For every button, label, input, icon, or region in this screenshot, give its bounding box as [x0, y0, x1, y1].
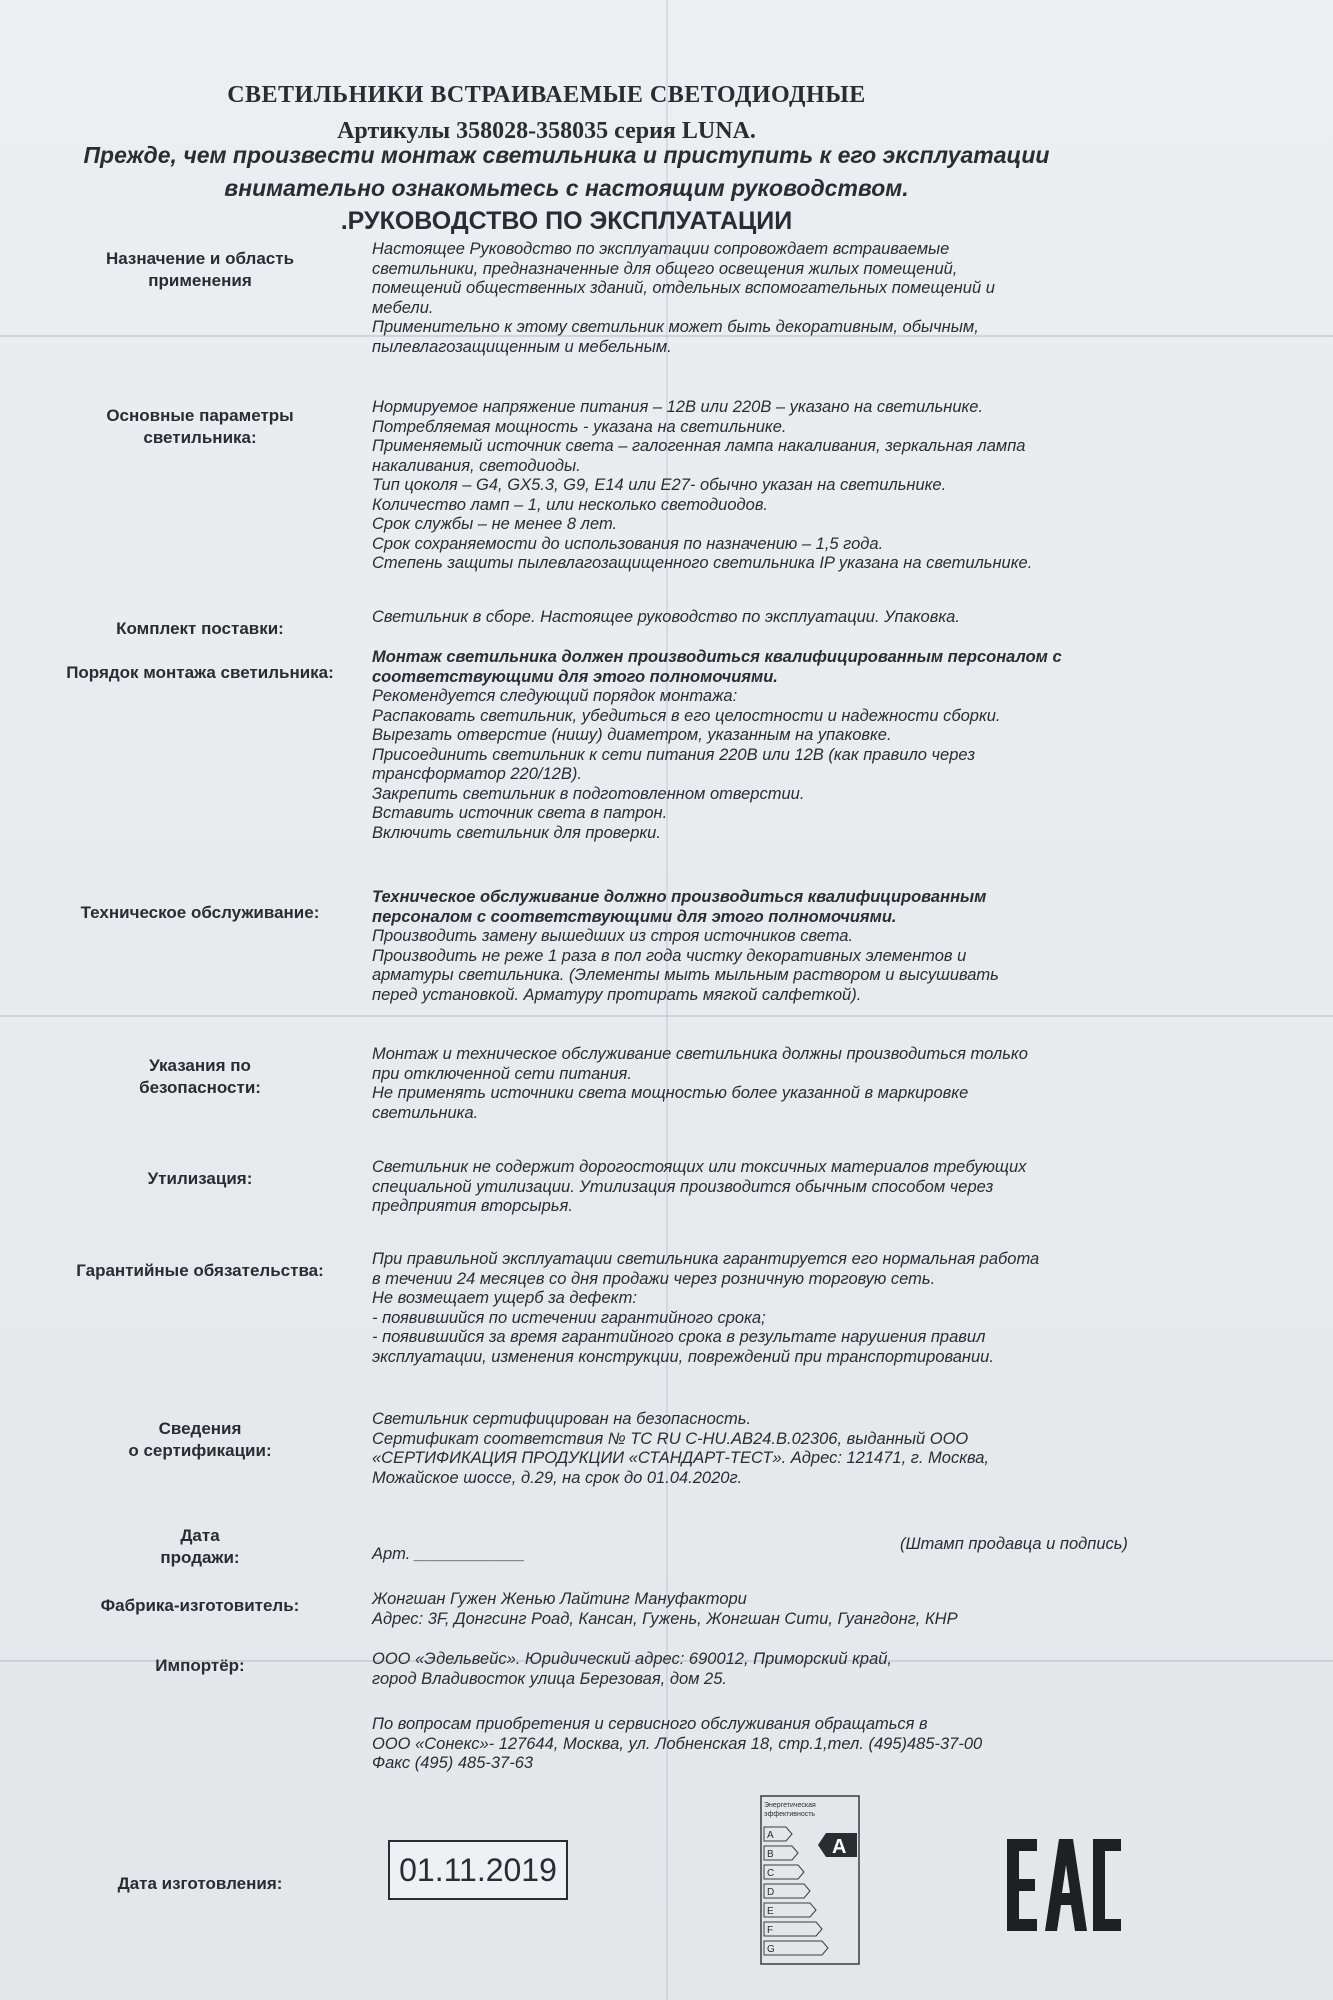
text-line: перед установкой. Арматуру протирать мягкой салфеткой).	[372, 985, 862, 1004]
title-articles: Артикулы 358028-358035 серия LUNA.	[337, 118, 756, 144]
label-disposal	[40, 1168, 360, 1190]
text-line: Применительно к этому светильник может быть декоративным, обычным,	[372, 318, 979, 336]
label-line: о сертификации:	[128, 1441, 272, 1460]
text-line: Срок службы – не менее 8 лет.	[372, 515, 618, 533]
text-params	[372, 398, 1152, 574]
text-line: Нормируемое напряжение питания – 12В или 220В – указано на светильнике.	[372, 398, 984, 416]
text-line-bold: Техническое обслуживание должно производиться квалифицированным	[372, 888, 987, 906]
label-sale-date	[40, 1525, 360, 1569]
text-line: светильника.	[372, 1103, 479, 1122]
label-kit	[40, 618, 360, 640]
energy-scale-letter: B	[767, 1849, 774, 1860]
label-line: Фабрика-изготовитель:	[100, 1596, 300, 1615]
label-purpose	[40, 248, 360, 292]
text-line: Распаковать светильник, убедиться в его целостности и надежности сборки.	[372, 706, 1001, 725]
text-line: - появившийся за время гарантийного срока в результате нарушения правил	[372, 1328, 986, 1346]
text-manufacturer	[372, 1590, 1152, 1629]
label-params	[40, 405, 360, 449]
eac-mark-icon	[1005, 1835, 1123, 1935]
text-line: Включить светильник для проверки.	[372, 823, 661, 842]
text-service	[372, 1715, 1152, 1774]
label-line: Указания по	[149, 1056, 251, 1075]
text-line: Производить не реже 1 раза в пол года чистку декоративных элементов и	[372, 946, 967, 965]
manual-title: .РУКОВОДСТВО ПО ЭКСПЛУАТАЦИИ	[340, 207, 793, 235]
text-line: Применяемый источник света – галогенная лампа накаливания, зеркальная лампа	[372, 437, 1026, 455]
title-product: СВЕТИЛЬНИКИ ВСТРАИВАЕМЫЕ СВЕТОДИОДНЫЕ	[227, 82, 866, 108]
energy-scale-letter: E	[767, 1906, 774, 1917]
text-line: Степень защиты пылевлагозащищенного светильника IP указана на светильнике.	[372, 554, 1033, 572]
text-safety	[372, 1045, 1152, 1123]
label-line: Сведения	[158, 1419, 242, 1438]
label-line: применения	[148, 271, 252, 290]
warning-line-1: Прежде, чем произвести монтаж светильника и приступить к его эксплуатации	[83, 142, 1050, 168]
text-line: При правильной эксплуатации светильника гарантируется его нормальная работа	[372, 1250, 1040, 1268]
text-kit	[372, 608, 1152, 628]
label-warranty	[40, 1260, 360, 1282]
text-line-bold: соответствующими для этого полномочиями.	[372, 667, 778, 686]
energy-scale-letter: D	[767, 1887, 775, 1898]
label-line: Основные параметры	[106, 406, 294, 425]
text-line: - появившийся по истечении гарантийного срока;	[372, 1308, 766, 1327]
energy-scale-letter: F	[767, 1925, 774, 1936]
text-line: арматуры светильника. (Элементы мыть мыльным раствором и высушивать	[372, 966, 999, 984]
label-maintenance	[40, 902, 360, 924]
energy-scale-letter: C	[767, 1868, 775, 1879]
stamp-note: (Штамп продавца и подпись)	[900, 1535, 1128, 1553]
text-certification	[372, 1410, 1152, 1488]
text-line: Присоединить светильник к сети питания 220В или 12В (как правило через	[372, 745, 976, 764]
text-line: трансформатор 220/12В).	[372, 765, 582, 783]
text-line: По вопросам приобретения и сервисного обслуживания обращаться в	[372, 1715, 928, 1733]
energy-scale-letter: G	[767, 1944, 775, 1955]
text-line: Срок сохраняемости до использования по назначению – 1,5 года.	[372, 534, 884, 553]
warning-line-2: внимательно ознакомьтесь с настоящим руководством.	[224, 175, 909, 201]
label-manufacture-date: Дата изготовления:	[117, 1874, 283, 1893]
text-line: специальной утилизации. Утилизация производится обычным способом через	[372, 1177, 994, 1196]
text-line: Светильник в сборе. Настоящее руководство по эксплуатации. Упаковка.	[372, 608, 960, 626]
text-line: накаливания, светодиоды.	[372, 456, 581, 475]
text-line: Вырезать отверстие (нишу) диаметром, указанным на упаковке.	[372, 726, 892, 744]
text-line: эксплуатации, изменения конструкции, повреждений при транспортировании.	[372, 1347, 994, 1366]
text-disposal	[372, 1158, 1152, 1217]
label-line: Импортёр:	[155, 1656, 245, 1675]
text-maintenance	[372, 888, 1152, 1005]
label-safety	[40, 1055, 360, 1099]
text-line: Арт. ____________	[372, 1545, 526, 1563]
label-line: Гарантийные обязательства:	[76, 1261, 324, 1280]
label-importer	[40, 1655, 360, 1677]
text-line: Светильник сертифицирован на безопасность.	[372, 1410, 752, 1428]
text-line: Адрес: 3F, Донгсинг Роад, Кансан, Гужень, Жонгшан Сити, Гуангдонг, КНР	[372, 1609, 958, 1628]
label-line: Дата	[180, 1526, 220, 1545]
text-importer	[372, 1650, 1152, 1689]
label-mounting	[40, 662, 360, 684]
text-line: Количество ламп – 1, или несколько светодиодов.	[372, 495, 769, 514]
text-line: предприятия вторсырья.	[372, 1197, 573, 1215]
energy-label-title: Энергетическая	[764, 1802, 816, 1809]
text-line: «СЕРТИФИКАЦИЯ ПРОДУКЦИИ «СТАНДАРТ-ТЕСТ». Адрес: 121471, г. Москва,	[372, 1449, 990, 1467]
text-line: Рекомендуется следующий порядок монтажа:	[372, 687, 738, 705]
text-line: Закрепить светильник в подготовленном отверстии.	[372, 784, 805, 803]
label-line: Комплект поставки:	[116, 619, 284, 638]
text-line: Жонгшан Гужен Женью Лайтинг Мануфактори	[372, 1590, 747, 1608]
text-line: Светильник не содержит дорогостоящих или токсичных материалов требующих	[372, 1158, 1027, 1176]
text-line-bold: Монтаж светильника должен производиться квалифицированным персоналом с	[372, 648, 1062, 666]
text-line: Настоящее Руководство по эксплуатации сопровождает встраиваемые	[372, 240, 950, 258]
text-line: Производить замену вышедших из строя источников света.	[372, 927, 854, 945]
energy-efficiency-label	[760, 1795, 860, 1965]
label-line: продажи:	[160, 1548, 240, 1567]
energy-class-value: A	[832, 1836, 847, 1858]
label-line: Техническое обслуживание:	[80, 903, 320, 922]
text-line: Факс (495) 485-37-63	[372, 1754, 534, 1772]
text-warranty	[372, 1250, 1152, 1367]
text-line: Вставить источник света в патрон.	[372, 804, 668, 822]
text-line: мебели.	[372, 298, 434, 317]
energy-scale-letter: A	[767, 1830, 774, 1841]
text-line: Не применять источники света мощностью более указанной в маркировке	[372, 1084, 969, 1102]
text-mounting	[372, 648, 1152, 843]
text-line: светильники, предназначенные для общего освещения жилых помещений,	[372, 259, 958, 278]
label-manufacturer	[40, 1595, 360, 1617]
text-line: ООО «Сонекс»- 127644, Москва, ул. Лобненская 18, стр.1,тел. (495)485-37-00	[372, 1734, 983, 1753]
text-line: Потребляемая мощность - указана на светильнике.	[372, 417, 787, 436]
text-line: Монтаж и техническое обслуживание светильника должны производиться только	[372, 1045, 1028, 1063]
text-line: Сертификат соответствия № ТС RU C-HU.АВ24.В.02306, выданный ООО	[372, 1429, 969, 1448]
text-purpose	[372, 240, 1152, 357]
text-line: при отключенной сети питания.	[372, 1064, 632, 1083]
label-line: светильника:	[143, 428, 257, 447]
label-line: Назначение и область	[105, 249, 295, 268]
label-line: Утилизация:	[147, 1169, 253, 1188]
text-line-bold: персоналом с соответствующими для этого полномочиями.	[372, 907, 897, 926]
text-line: Не возмещает ущерб за дефект:	[372, 1289, 637, 1307]
text-line: Тип цоколя – G4, GX5.3, G9, E14 или E27- обычно указан на светильнике.	[372, 476, 947, 494]
text-line: помещений общественных зданий, отдельных вспомогательных помещений и	[372, 279, 995, 297]
label-certification	[40, 1418, 360, 1462]
energy-label-frame	[761, 1796, 859, 1964]
text-line: город Владивосток улица Березовая, дом 25.	[372, 1669, 727, 1688]
text-line: пылевлагозащищенным и мебельным.	[372, 337, 672, 356]
energy-label-title: эффективность	[764, 1811, 816, 1818]
manufacture-date-box: 01.11.2019	[388, 1840, 568, 1900]
label-line: безопасности:	[139, 1078, 261, 1097]
label-line: Порядок монтажа светильника:	[66, 663, 334, 682]
text-line: ООО «Эдельвейс». Юридический адрес: 690012, Приморский край,	[372, 1650, 892, 1668]
text-line: в течении 24 месяцев со дня продажи через розничную торговую сеть.	[372, 1269, 936, 1288]
text-line: Можайское шоссе, д.29, на срок до 01.04.2020г.	[372, 1468, 743, 1487]
